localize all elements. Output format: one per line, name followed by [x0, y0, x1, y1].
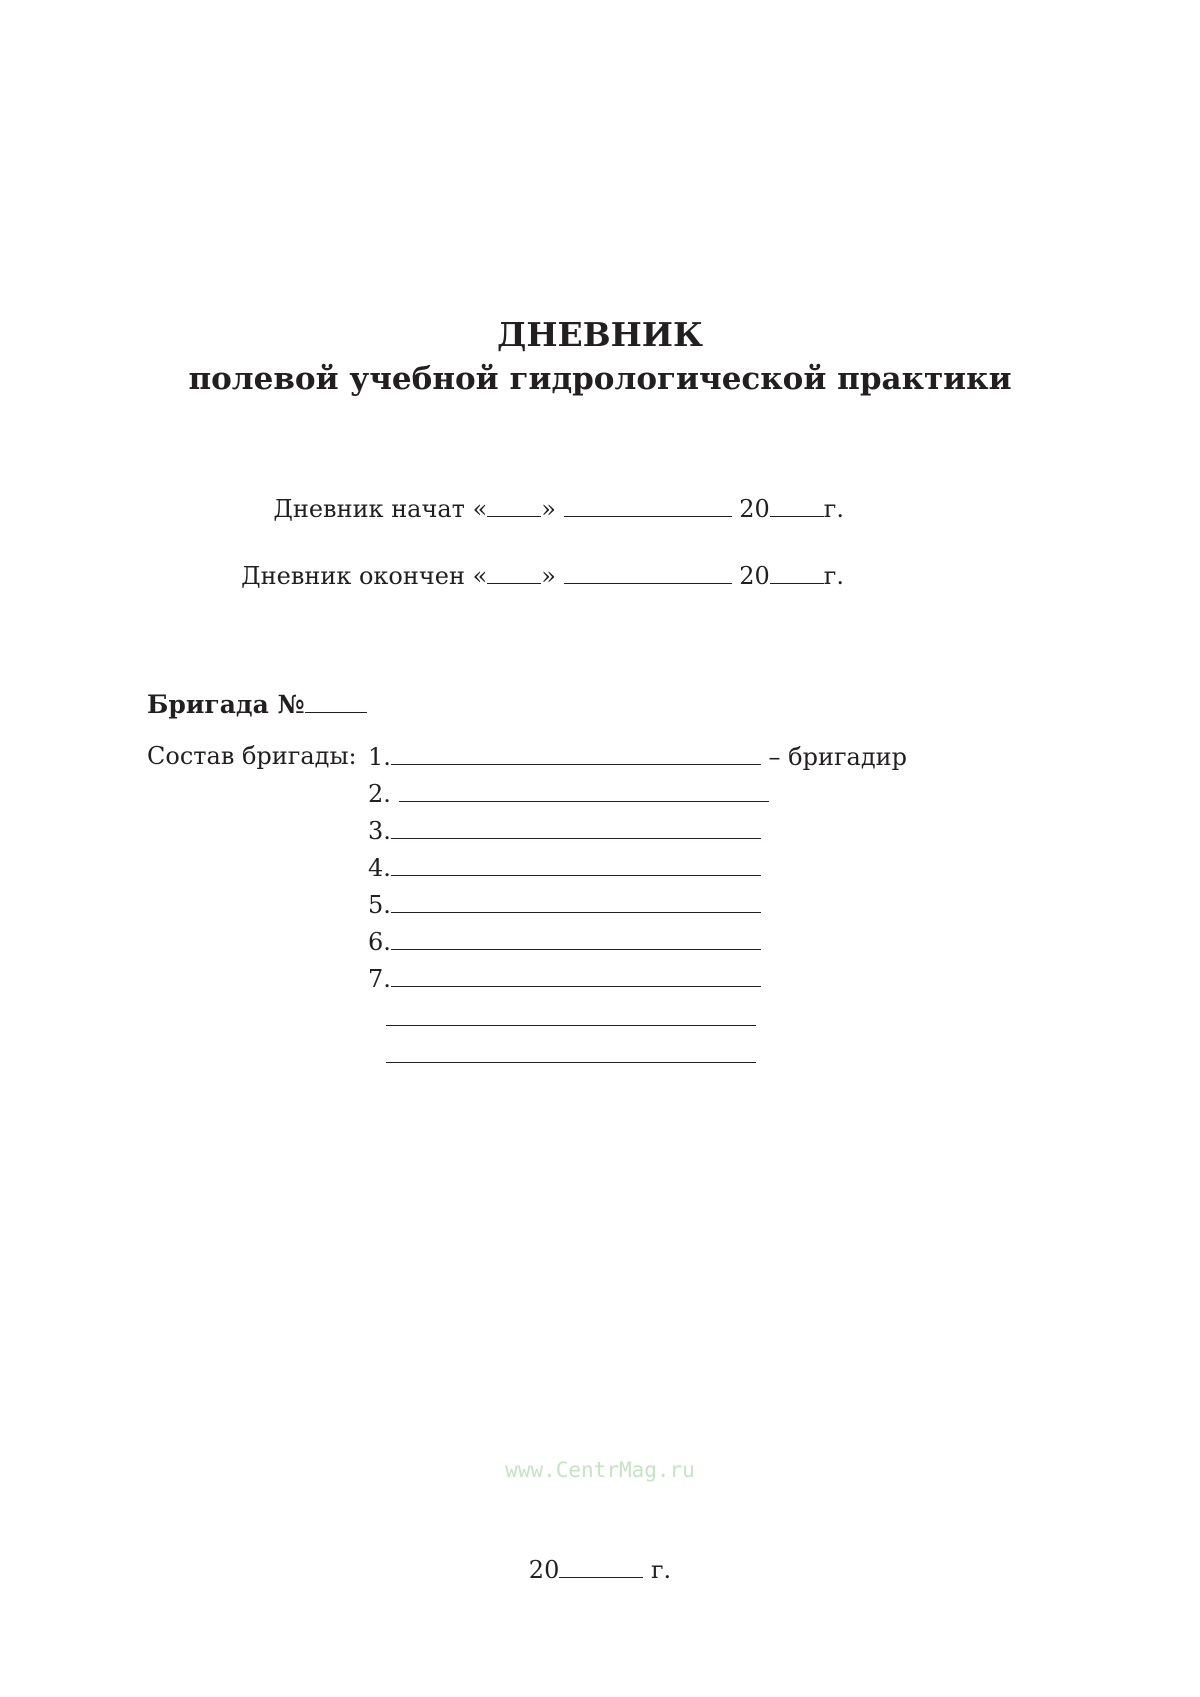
- end-year-blank[interactable]: [770, 561, 824, 584]
- member-number: 3.: [368, 817, 391, 845]
- member-blank-4[interactable]: [391, 853, 761, 876]
- start-year-blank[interactable]: [770, 494, 824, 517]
- start-date-label: Дневник начат: [273, 495, 465, 523]
- extra-member-blank-1[interactable]: [386, 1025, 756, 1026]
- extra-member-blank-2[interactable]: [386, 1062, 756, 1063]
- member-row-4: [368, 853, 761, 882]
- title-block: [0, 313, 1200, 401]
- document-title: ДНЕВНИК: [497, 315, 703, 354]
- end-year-suffix: г.: [823, 562, 844, 590]
- member-row-6: [368, 927, 761, 956]
- watermark: www.CentrMag.ru: [505, 1458, 695, 1482]
- brigade-number-blank[interactable]: [305, 690, 367, 713]
- member-row-2: [368, 779, 769, 808]
- end-month-blank[interactable]: [564, 561, 732, 584]
- document-subtitle: полевой учебной гидрологической практики: [188, 361, 1012, 397]
- start-quote-open: «: [472, 495, 488, 523]
- member-blank-7[interactable]: [391, 964, 761, 987]
- end-date-label: Дневник окончен: [241, 562, 465, 590]
- member-number: 6.: [368, 928, 391, 956]
- end-date-line: [241, 561, 844, 590]
- footer-year-blank[interactable]: [559, 1555, 643, 1578]
- member-blank-6[interactable]: [391, 927, 761, 950]
- start-year-suffix: г.: [823, 495, 844, 523]
- member-row-7: [368, 964, 761, 993]
- member-row-1: [368, 742, 907, 771]
- footer-year-prefix: 20: [528, 1556, 560, 1584]
- member-blank-2[interactable]: [399, 779, 769, 802]
- brigade-members-label: Состав бригады:: [147, 742, 357, 770]
- end-day-blank[interactable]: [487, 561, 541, 584]
- brigade-number-line: [147, 690, 367, 719]
- member-number: 2.: [368, 780, 391, 808]
- member-blank-3[interactable]: [391, 816, 761, 839]
- brigade-number-label: Бригада №: [147, 690, 305, 719]
- member-row-5: [368, 890, 761, 919]
- footer-year-suffix: г.: [650, 1556, 672, 1584]
- leader-suffix: – бригадир: [768, 743, 908, 771]
- footer-year-line: [0, 1555, 1200, 1584]
- start-day-blank[interactable]: [487, 494, 541, 517]
- start-quote-close: »: [541, 495, 556, 523]
- member-number: 4.: [368, 854, 391, 882]
- member-number: 5.: [368, 891, 391, 919]
- member-blank-1[interactable]: [391, 742, 761, 765]
- member-row-3: [368, 816, 761, 845]
- start-date-line: [273, 494, 844, 523]
- start-year-prefix: 20: [739, 495, 770, 523]
- start-month-blank[interactable]: [564, 494, 732, 517]
- member-number: 1.: [368, 743, 391, 771]
- end-year-prefix: 20: [739, 562, 770, 590]
- member-number: 7.: [368, 965, 391, 993]
- member-blank-5[interactable]: [391, 890, 761, 913]
- end-quote-open: «: [472, 562, 488, 590]
- end-quote-close: »: [541, 562, 556, 590]
